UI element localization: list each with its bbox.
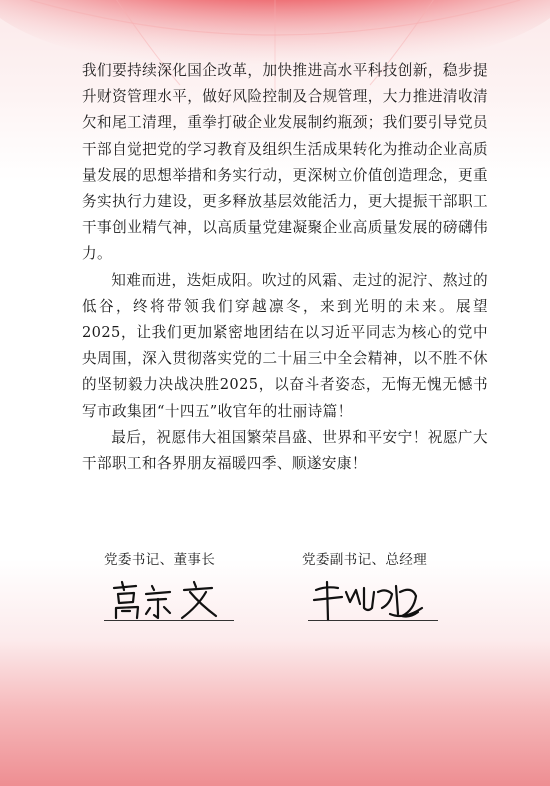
signature-block-general-manager xyxy=(302,548,472,568)
signer-title-general-manager: 党委副书记、总经理 xyxy=(302,552,428,568)
letter-paragraph-2: 知难而进，迭炬成阳。吹过的风霜、走过的泥泞、熬过的低谷，终将带领我们穿越凛冬，来到光明的未来。展望2025，让我们更加紧密地团结在以习近平同志为核心的党中央周围，深入贯彻落实党的二十届三中全会精神，以不胜不休的坚韧毅力决战决胜2025，以奋斗者姿态，无悔无愧无憾书写市政集团“十四五”收官年的壮丽诗篇！ xyxy=(82,271,488,420)
handwritten-signature-general-manager xyxy=(312,578,432,622)
letter-paragraph-3: 最后，祝愿伟大祖国繁荣昌盛、世界和平安宁！祝愿广大干部职工和各界朋友福暖四季、顺遂安康！ xyxy=(82,428,488,473)
signer-title-chairman: 党委书记、董事长 xyxy=(104,552,216,568)
signature-line-general-manager xyxy=(308,620,438,621)
signature-line-chairman xyxy=(104,620,234,621)
letter-paragraph-1: 我们要持续深化国企改革，加快推进高水平科技创新，稳步提升财资管理水平，做好风险控制及合规管理，大力推进清收清欠和尾工清理，重拳打破企业发展制约瓶颈；我们要引导党员干部自觉把党的学习教育及组织生活成果转化为推动企业高质量发展的思想举措和务实行动，更深树立价值创造理念，更重务实执行力建设，更多释放基层效能活力，更大提振干部职工干事创业精气神，以高质量党建凝聚企业高质量发展的磅礴伟力。 xyxy=(82,62,488,263)
signature-block-chairman xyxy=(104,548,274,568)
letter-body xyxy=(82,58,488,477)
handwritten-signature-chairman xyxy=(108,578,238,622)
